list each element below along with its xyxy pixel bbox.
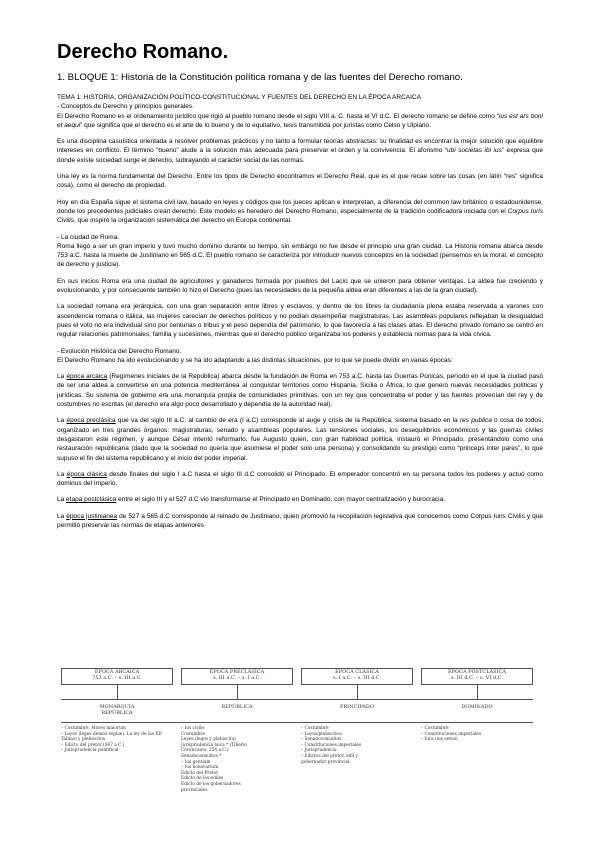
connector xyxy=(117,685,118,699)
paragraph-1: El Derecho Romano es el ordenamiento jurídico que rigió al pueblo romano desde el siglo VIII a. C. hasta el VI d.C. El derecho romano se define como “ius est ars boni et aequi” que significa que el derecho es el arte de lo bueno y de lo equitativo, tesis transmitida por juristas como Celso y Ulpiano. xyxy=(57,112,543,129)
page-title: Derecho Romano. xyxy=(57,41,229,63)
timeline-axis xyxy=(61,699,533,700)
sources-divider xyxy=(61,722,533,723)
section-subtitle: 1. BLOQUE 1: Historia de la Constitución política romana y de las fuentes del Derecho romano. xyxy=(57,72,463,83)
epoch-box-arcaica: ÉPOCA ARCAICA 753 a.C. – s. III a.C. xyxy=(61,668,173,685)
document-page xyxy=(57,40,543,537)
tema-heading: TEMA 1: HISTORIA, ORGANIZACIÓN POLÍTICO-CONSTITUCIONAL Y FUENTES DEL DERECHO EN LA ÉPOCA ARCAICA xyxy=(57,94,421,101)
paragraph-3: Una ley es la norma fundamental del Derecho. Entre los tipos de Derecho encontramos el Derecho Real, que es el que recae sobre las cosas (en latín “res” significa cosa), como el derecho de propiedad. xyxy=(57,173,543,190)
paragraph-4: Hoy en día España sigue el sistema civil law, basado en leyes y códigos que los jueces aplican e interpretan, a diferencia del common law británico o estadounidense, donde los precedentes judiciales crean derecho. Este modelo es heredero del Derecho Romano, especialmente de la tradición codificadora iniciada con el Corpus Iuris Civilis, que inspiró la organización sistemática del derecho en Europa continental. xyxy=(57,198,543,225)
epochs-timeline-diagram xyxy=(57,666,543,816)
conceptos-heading: - Conceptos de Derecho y principios generales. xyxy=(57,103,194,111)
epoch-box-postclasica: ÉPOCA POSTCLÁSICA s. III d.C. – s. VI d.C. xyxy=(421,668,533,685)
paragraph-7: La sociedad romana era jerárquica, con una gran separación entre libres y esclavos, y dentro de los libres la ciudadanía plena estaba reservada a varones con ascendencia romana o itálica, las mujeres carecían de derechos políticos y no podían desempeñar magistraturas. Las asambleas populares reflejaban la desigualdad pues el voto no era individual sino por centurias o tribus y el peso dependía del patrimonio, lo que favorecía a las clases altas. El derecho privado romano se centró en regular relaciones patrimoniales, familia y sucesiones, mientras que el derecho público organizaba los poderes y establecía normas para la vida cívica. xyxy=(57,303,543,339)
connector xyxy=(477,685,478,699)
paragraph-2: Es una disciplina casuística orientada a resolver problemas prácticos y no tanto a formular teorías abstractas: su finalidad es encontrar la mejor solución que equilibre intereses en conflicto. El término “bueno” alude a la solución más adecuada para preservar el orden y la convivencia. El aforismo “ubi societas ibi ius” expresa que donde existe sociedad surge el derecho, subrayando el carácter social de las normas. xyxy=(57,138,543,164)
ciudad-heading: - La ciudad de Roma. xyxy=(57,233,120,241)
paragraph-5: Roma llegó a ser un gran imperio y tuvo mucho dominio durante su tiempo, sin embargo no fue desde el principio una gran ciudad. La Historia romana abarca desde 753 a.C. hasta la muerte de Justiniano en 565 d.C. El pueblo romano se caracteriza por introducir nuevos conceptos en la sociedad (pensemos en la moral, el concepto de derecho y justicia). xyxy=(57,242,543,269)
paragraph-12: La etapa postclásica entre el siglo III y el 527 d.C vio transformarse el Principado en Dominado, con mayor centralización y burocracia. xyxy=(57,496,446,504)
sources-postclasica: – Costumbre – Constituciones imperiales – Iura (ius vetus) xyxy=(421,726,482,743)
paragraph-8: El Derecho Romano ha ido evolucionando y se ha ido adaptando a las distintas situaciones, por lo que se puede dividir en varias épocas: xyxy=(57,356,453,364)
regime-republica: REPÚBLICA xyxy=(221,704,253,710)
sources-arcaica: – Costumbre. Mores maiorum – Leyes (leges demas-regiae). La ley de las XII Tablas) y plebiscitos – Edicto del pretor (367 a.C.) – Jurisprudencia pontifical xyxy=(61,726,162,754)
connector xyxy=(237,685,238,699)
regime-dominado: DOMINADO xyxy=(461,704,493,710)
connector xyxy=(357,685,358,699)
paragraph-13: La época justinianea de 527 a 565 d.C corresponde al reinado de Justiniano, quien promovió la recopilación legislativa que conocemos como Corpus Iuris Civilis y que permitió preservar las normas de etapas anteriores xyxy=(57,512,543,529)
sources-clasica: – Costumbre – Leyes/plebiscitos – Senadoconsultos – Constituciones imperiales – Jurisprudencia – Edictos del pretor, edil y gobernador provincial xyxy=(301,726,362,765)
paragraph-9: La época arcaica (Regímenes iniciales de la República) abarca desde la fundación de Roma en 753 a.C. hasta las Guerras Púnicas, período en el que la ciudad pasó de ser una aldea a convertirse en una potencia mediterránea al conquistar territorios como Hispania, Sicilia o África, lo que generó nuevas necesidades políticas y jurídicas. Su sistema de gobierno era una monarquía propia de comunidades primitivas, con un rey que concentraba el poder y las fuentes provenían del rey y de costumbres no escritas (el derecho era algo poco desarrollado y dependía de la autoridad real). xyxy=(57,373,543,409)
evolucion-heading: - Evolución Histórica del Derecho Romano. xyxy=(57,347,182,355)
regime-monarquia-republica: MONARQUÍA REPÚBLICA xyxy=(99,704,135,717)
paragraph-6: En sus inicios Roma era una ciudad de agricultores y ganaderos formada por pueblos del Lacio que se unieron para obtener ventajas. La aldea fue creciendo y evolucionando, y por consecuente también lo hizo el Derecho (pues las necesidades de la pequeña aldea eran diferentes a las de la gran ciudad). xyxy=(57,277,543,295)
paragraph-10: La época preclásica que va del siglo III a.C. al cambio de era (I a.C) corresponde al auge y crisis de la República, sistema basado en la res publica o cosa de todos, organizado en tres grandes órganos: magistraturas, senado y asambleas populares. Las tensiones sociales, los desequilibrios económicos y las guerras civiles desgastaron este régimen, y aunque César intentó reformarlo, fue Augusto quien, con gran habilidad política, instauró el Principado, presentándolo como una restauración republicana (dado que la sociedad no quería que asumiese el poder solo una persona) y consolidando su prestigio como “princeps inter pares”, lo que supuso el fin del sistema republicano y el inicio del poder imperial. xyxy=(57,417,544,462)
epoch-box-clasica: ÉPOCA CLÁSICA s. I a.C. – s. III d.C. xyxy=(301,668,413,685)
sources-preclasica: – Ius civile: Costumbre Leyes (leges y plebiscita) Jurisprudencia laica * (Tiberio Coruncanio, 254 a.C.) Senadoconsultos * – Ius gentium – Ius honorarium Edicto del Pretor Edicto de los ediles Edicto de los gobernadores provinciales xyxy=(181,726,247,793)
paragraph-11: La época clásica desde finales del siglo I a.C hasta el siglo III d.C consolidó el Principado. El emperador concentró en su persona todos los poderes y actuó como dominus del Imperio. xyxy=(57,470,544,488)
epoch-box-preclasica: ÉPOCA PRECLÁSICA s. III a.C. – s. I a.C. xyxy=(181,668,293,685)
regime-principado: PRINCIPADO xyxy=(340,704,374,710)
